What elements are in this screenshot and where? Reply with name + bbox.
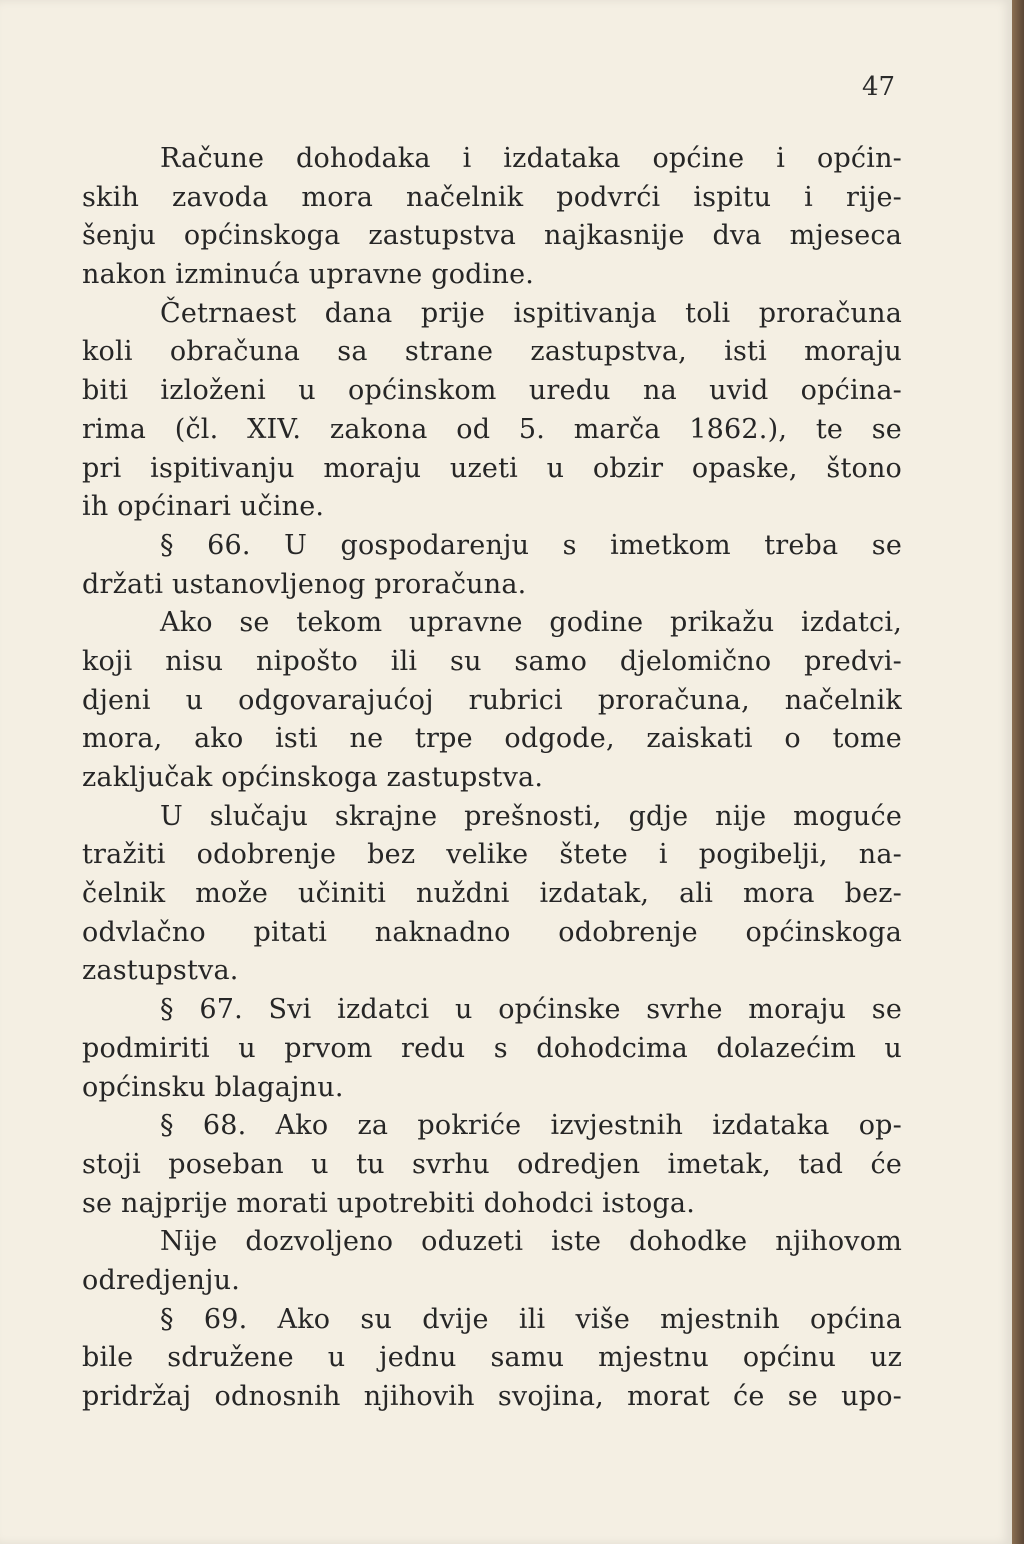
text-line: čelnik može učiniti nuždni izdatak, ali mora bez- <box>82 878 902 910</box>
text-line: zaključak općinskoga zastupstva. <box>82 762 544 793</box>
text-line: mora, ako isti ne trpe odgode, zaiskati o tome <box>82 723 902 755</box>
page-number: 47 <box>862 72 896 102</box>
text-line: Ako se tekom upravne godine prikažu izdatci, <box>160 607 902 639</box>
text-line: držati ustanovljenog proračuna. <box>82 568 527 600</box>
text-line: § 68. Ako za pokriće izvjestnih izdataka op- <box>160 1110 902 1142</box>
text-block <box>82 140 902 1417</box>
text-line: bile sdružene u jednu samu mjestnu općinu uz <box>82 1342 902 1374</box>
text-line: podmiriti u prvom redu s dohodcima dolazećim u <box>82 1032 902 1064</box>
text-line: biti izloženi u općinskom uredu na uvid općina- <box>82 375 902 407</box>
text-line: ih općinari učine. <box>82 491 325 523</box>
text-line: § 69. Ako su dvije ili više mjestnih općina <box>160 1303 902 1335</box>
text-line: U slučaju skrajne prešnosti, gdje nije moguće <box>160 800 902 832</box>
text-line: § 67. Svi izdatci u općinske svrhe moraju se <box>160 994 902 1026</box>
text-line: pridržaj odnosnih njihovih svojina, morat će se upo- <box>82 1381 902 1412</box>
text-line: pri ispitivanju moraju uzeti u obzir opaske, štono <box>82 452 902 484</box>
text-line: Četrnaest dana prije ispitivanja toli proračuna <box>160 297 902 329</box>
text-line: šenju općinskoga zastupstva najkasnije dva mjeseca <box>82 220 902 252</box>
text-line: stoji poseban u tu svrhu odredjen imetak, tad će <box>82 1148 902 1180</box>
text-line: se najprije morati upotrebiti dohodci istoga. <box>82 1187 695 1219</box>
text-line: Nije dozvoljeno oduzeti iste dohodke njihovom <box>160 1226 902 1258</box>
text-line: rima (čl. XIV. zakona od 5. marča 1862.), te se <box>82 413 902 445</box>
text-line: § 66. U gospodarenju s imetkom treba se <box>160 529 902 561</box>
text-line: općinsku blagajnu. <box>82 1071 344 1103</box>
text-line: zastupstva. <box>82 955 239 987</box>
text-line: nakon izminuća upravne godine. <box>82 259 535 291</box>
text-line: djeni u odgovarajućoj rubrici proračuna, načelnik <box>82 684 902 716</box>
text-line: skih zavoda mora načelnik podvrći ispitu i rije- <box>82 181 902 213</box>
page-edge <box>1012 0 1024 1544</box>
text-line: koji nisu nipošto ili su samo djelomično predvi- <box>82 645 902 677</box>
text-line: odvlačno pitati naknadno odobrenje općinskoga <box>82 916 902 948</box>
text-line: odredjenju. <box>82 1264 240 1296</box>
text-line: Račune dohodaka i izdataka općine i općin- <box>160 143 902 174</box>
text-line: koli obračuna sa strane zastupstva, isti moraju <box>82 336 902 368</box>
text-line: tražiti odobrenje bez velike štete i pogibelji, na- <box>82 839 902 871</box>
